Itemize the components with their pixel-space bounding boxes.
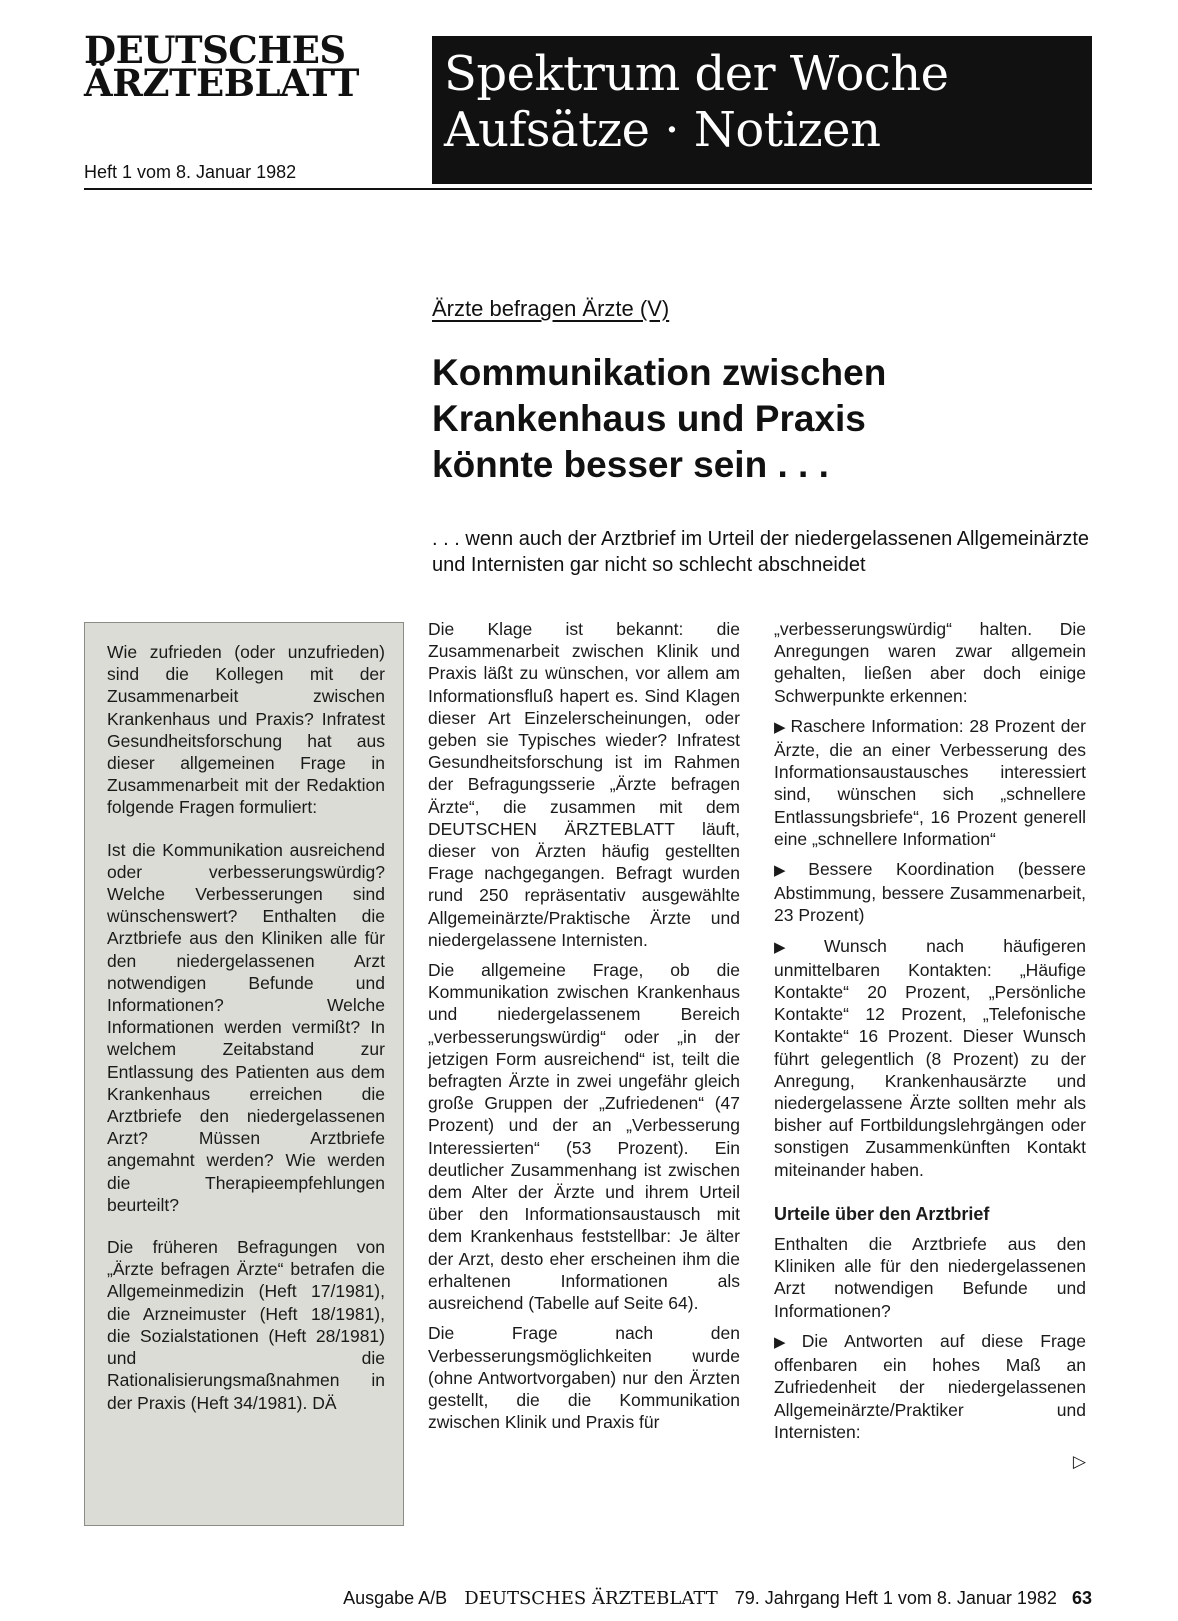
logo-line-2: ÄRZTEBLATT [84,61,359,105]
bullet-text: Die Antworten auf diese Frage offenbaren ein hohes Maß an Zufriedenheit der niedergelassenen Allgemeinärzte/Praktiker und Internisten: [774,1330,1086,1442]
masthead-logo [84,28,404,105]
bullet-text: Bessere Koordination (bessere Abstimmung, bessere Zusammenarbeit, 23 Prozent) [774,859,1086,926]
logo-line-1: DEUTSCHES [84,28,346,72]
banner-line-1: Spektrum der Woche [444,46,949,102]
continue-arrow-icon: ▷ [1072,1451,1086,1471]
info-box-paragraph: Ist die Kommunikation ausreichend oder verbesserungswürdig? Welche Verbesserungen sind wünschenswert? Enthalten die Arztbriefe aus den Kliniken alle für den niedergelassenen Arzt notwendigen Befunde und Informationen? Welche Informationen werden vermißt? In welchem Zeitabstand zur Entlassung des Patienten aus dem Krankenhaus erreichen die Arztbriefe den niedergelassenen Arzt? Müssen Arztbriefe angemahnt werden? Wie werden die Therapieempfehlungen beurteilt? [107,839,385,1215]
body-paragraph: Die allgemeine Frage, ob die Kommunikation zwischen Krankenhaus und niedergelassenem Bereich „verbesserungswürdig“ oder „in der jetzigen Form ausreichend“ ist, teilt die befragten Ärzte in zwei ungefähr gleich große Gruppen der „Zufriedenen“ (47 Prozent) und der an „Verbesserung Interessierten“ (53 Prozent). Ein deutlicher Zusammenhang ist zwischen dem Alter der Ärzte und ihrem Urteil über den Informationsaustausch mit dem Krankenhaus feststellbar: Je älter der Arzt, desto eher erscheinen ihm die erhaltenen Informationen als ausreichend (Tabelle auf Seite 64). [428,960,740,1314]
text-column-1 [428,618,740,1441]
section-subtitle: Urteile über den Arztbrief [774,1203,990,1224]
headline-line-2: Krankenhaus und Praxis [432,398,866,439]
bullet-item [774,1330,1086,1443]
issue-line: Heft 1 vom 8. Januar 1982 [84,162,297,182]
bullet-item [774,858,1086,927]
headline-line-3: könnte besser sein . . . [432,444,829,485]
bullet-item [774,935,1086,1181]
bullet-triangle-icon: ▶ [774,938,820,956]
bullet-triangle-icon: ▶ [774,1333,798,1351]
bullet-triangle-icon: ▶ [774,862,805,880]
series-kicker: Ärzte befragen Ärzte (V) [432,296,670,321]
headline-line-1: Kommunikation zwischen [432,352,887,393]
bullet-triangle-icon: ▶ [774,718,787,736]
info-box-paragraph: Wie zufrieden (oder unzufrieden) sind die Kollegen mit der Zusammenarbeit zwischen Krankenhaus und Praxis? Infratest Gesundheitsforschung hat aus dieser allgemeinen Frage in Zusammenarbeit mit der Redaktion folgende Fragen formuliert: [107,642,385,818]
page-number: 63 [1071,1588,1092,1608]
body-paragraph: Die Frage nach den Verbesserungsmöglichkeiten wurde (ohne Antwortvorgaben) nur den Ärzten gestellt, die die Kommunikation zwischen Klinik und Praxis für [428,1323,740,1433]
bullet-item [774,715,1086,850]
footer-paper-name: DEUTSCHES ÄRZTEBLATT [464,1588,718,1609]
bullet-text: Raschere Information: 28 Prozent der Ärzte, die an einer Verbesserung des Informationsaustausches interessiert sind, wünschen sich „schnellere Entlassungsbriefe“, 16 Prozent generell eine „schnellere Information“ [774,715,1086,849]
footer-volume: 79. Jahrgang Heft 1 vom 8. Januar 1982 [734,1588,1057,1608]
section-banner [432,36,1092,184]
body-paragraph: Die Klage ist bekannt: die Zusammenarbeit zwischen Klinik und Praxis läßt zu wünschen, vor allem am Informationsfluß hapert es. Sind Klagen dieser Art Einzelerscheinungen, oder geben sie Typisches wieder? Infratest Gesundheitsforschung ist im Rahmen der Befragungsserie „Ärzte befragen Ärzte“, die zusammen mit dem DEUTSCHEN ÄRZTEBLATT läuft, dieser von Ärzten häufig gestellten Frage nachgegangen. Befragt wurden rund 250 repräsentativ ausgewählte Allgemeinärzte/Praktische Ärzte und niedergelassene Internisten. [428,619,740,950]
article-subhead: . . . wenn auch der Arztbrief im Urteil der niedergelassenen Allgemeinärzte und Internisten gar nicht so schlecht abschneidet [432,528,1090,576]
bullet-text: Wunsch nach häufigeren unmittelbaren Kontakten: „Häufige Kontakte“ 20 Prozent, „Persönliche Kontakte“ 12 Prozent, „Telefonische Kontakte“ 16 Prozent. Dieser Wunsch führt gelegentlich (8 Prozent) zu der Anregung, Krankenhausärzte und niedergelassene Ärzte sollten mehr als bisher auf Fortbildungslehrgängen oder sonstigen Zusammenkünften Kontakt miteinander haben. [774,935,1086,1180]
info-box-paragraph: Die früheren Befragungen von „Ärzte befragen Ärzte“ betrafen die Allgemeinmedizin (Heft 17/1981), die Arzneimuster (Heft 18/1981), die Sozialstationen (Heft 28/1981) und die Rationalisierungsmaßnahmen in der Praxis (Heft 34/1981). DÄ [107,1237,385,1413]
info-box [84,622,404,1526]
body-paragraph: „verbesserungswürdig“ halten. Die Anregungen waren zwar allgemein gehalten, ließen aber doch einige Schwerpunkte erkennen: [774,619,1086,706]
banner-line-2: Aufsätze · Notizen [444,102,881,158]
body-paragraph: Enthalten die Arztbriefe aus den Kliniken alle für den niedergelassenen Arzt notwendigen Befunde und Informationen? [774,1234,1086,1321]
masthead-rule [84,188,1092,190]
footer-edition: Ausgabe A/B [343,1588,448,1608]
article-headline [432,350,1072,488]
page-footer [272,1588,1092,1609]
text-column-2 [774,618,1086,1473]
